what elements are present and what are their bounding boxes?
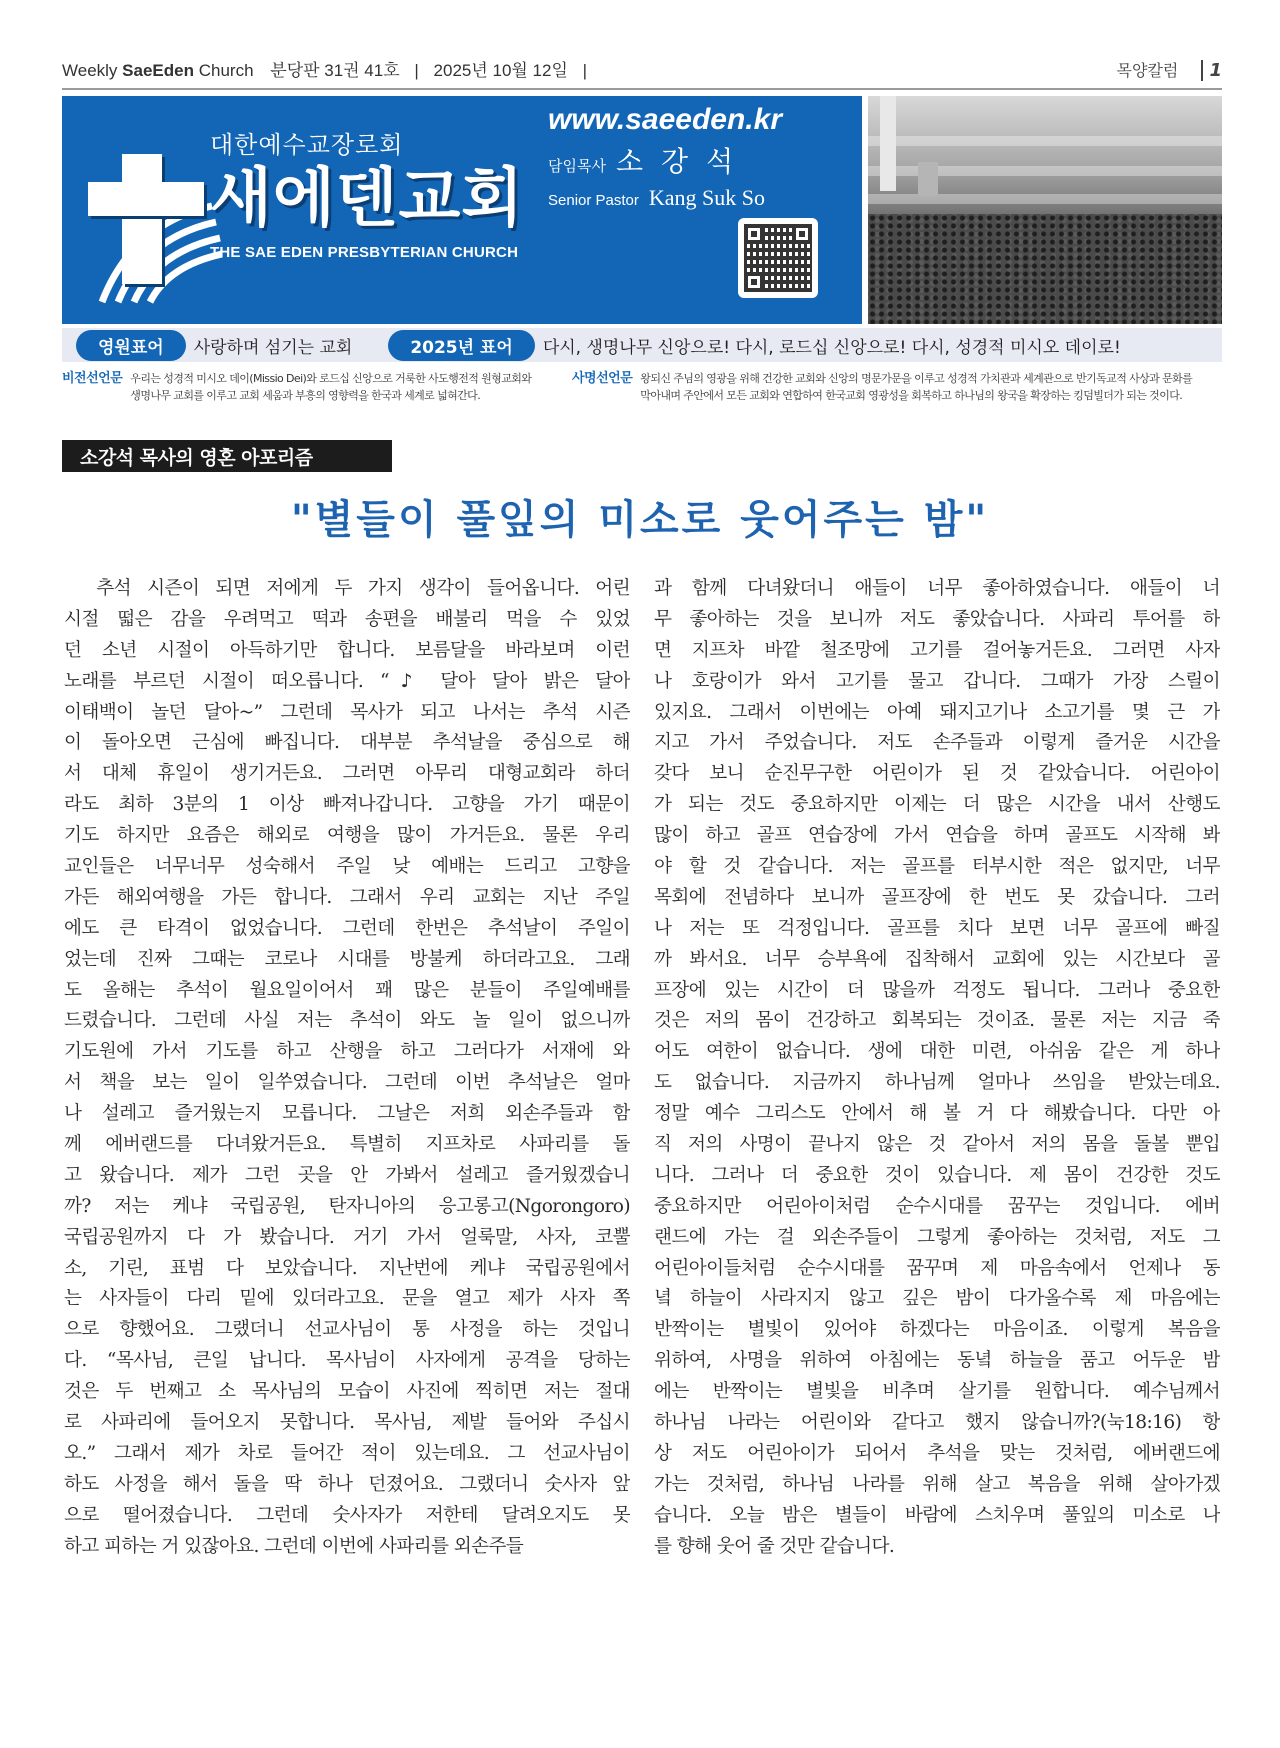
article-line: 교인들은 너무너무 성숙해서 주일 낮 예배는 드리고 고향을 bbox=[64, 856, 630, 878]
church-name-english: THE SAE EDEN PRESBYTERIAN CHURCH bbox=[210, 244, 519, 261]
running-header bbox=[62, 52, 1222, 90]
photo-crowd bbox=[868, 214, 1222, 324]
vision-statement bbox=[62, 370, 562, 404]
pastor-label-ko: 담임목사 bbox=[548, 157, 606, 175]
eternal-motto-label: 영원표어 bbox=[76, 330, 186, 361]
article-line: 것은 저의 몸이 건강하고 회복되는 것이죠. 물론 저는 지금 죽 bbox=[654, 1010, 1220, 1032]
article-line: 드렸습니다. 그런데 사실 저는 추석이 와도 놀 일이 없으니까 bbox=[64, 1010, 630, 1032]
article-line: 라도 최하 3분의 1 이상 빠져나갑니다. 고향을 가기 때문이 bbox=[64, 794, 630, 816]
article-line: 오.” 그래서 제가 차로 들어간 적이 있는데요. 그 선교사님이 bbox=[64, 1442, 630, 1464]
article-line: 녘 하늘이 사라지지 않고 깊은 밤이 다가올수록 제 마음에는 bbox=[654, 1288, 1220, 1310]
mission-line: 왕되신 주님의 영광을 위해 건강한 교회와 신앙의 명문가문을 이루고 성경적 가치관과 세계관으로 반기독교적 사상과 문화를 bbox=[640, 372, 1193, 385]
church-logo-text bbox=[210, 130, 530, 264]
publication-brand: SaeEden bbox=[122, 61, 194, 80]
article-column-right bbox=[654, 574, 1220, 1563]
article-line: 다. “목사님, 큰일 납니다. 목사님이 사자에게 공격을 당하는 bbox=[64, 1350, 630, 1372]
article-line: 갖다 보니 순진무구한 어린이가 된 것 같았습니다. 어린아이 bbox=[654, 763, 1220, 785]
article-line: 어린아이들처럼 순수시대를 꿈꾸며 제 마음속에서 언제나 동 bbox=[654, 1257, 1220, 1279]
article-line: 있지요. 그래서 이번에는 아예 돼지고기나 소고기를 몇 근 가 bbox=[654, 701, 1220, 723]
article-line: 가 되는 것도 중요하지만 이제는 더 많은 시간을 내서 산행도 bbox=[654, 794, 1220, 816]
article-line: 프장에 있는 시간이 더 많을까 걱정도 됩니다. 그러나 중요한 bbox=[654, 979, 1220, 1001]
article-line: 이태백이 놀던 달아~” 그런데 목사가 되고 나서는 추석 시즌 bbox=[64, 701, 630, 723]
article-line: 것은 두 번째고 소 목사님의 모습이 사진에 찍히면 저는 절대 bbox=[64, 1381, 630, 1403]
congregation-photo bbox=[868, 96, 1222, 324]
cross-icon-bar bbox=[88, 182, 204, 216]
qr-finder-icon bbox=[792, 224, 812, 244]
section-info bbox=[1117, 58, 1222, 81]
article-line: 위하여, 사명을 위하여 아침에는 동녘 하늘을 품고 어두운 밤 bbox=[654, 1350, 1220, 1372]
article-line: 에는 반짝이는 별빛을 비추며 살기를 원합니다. 예수님께서 bbox=[654, 1381, 1220, 1403]
article-line: 기도 하지만 요즘은 해외로 여행을 많이 가거든요. 물론 우리 bbox=[64, 825, 630, 847]
article-line: 국립공원까지 다 가 봤습니다. 거기 가서 얼룩말, 사자, 코뿔 bbox=[64, 1226, 630, 1248]
motto-bar bbox=[62, 328, 1222, 362]
article-line: 정말 예수 그리스도 안에서 해 볼 거 다 해봤습니다. 다만 아 bbox=[654, 1103, 1220, 1125]
article-line: 하나님 나라는 어린이와 같다고 했지 않습니까?(눅18:16) 항 bbox=[654, 1412, 1220, 1434]
vision-line: 우리는 성경적 미시오 데이(Missio Dei)와 로드십 신앙으로 거룩한 사도행전적 원형교회와 bbox=[130, 372, 532, 385]
pastor-ko-row bbox=[548, 144, 751, 180]
vision-label: 비전선언문 bbox=[62, 371, 123, 386]
publication-prefix: Weekly bbox=[62, 61, 118, 80]
article-line: 하도 사정을 해서 돌을 딱 하나 던졌어요. 그랬더니 숫사자 앞 bbox=[64, 1473, 630, 1495]
article-line: 직 저의 사명이 끝나지 않은 것 같아서 저의 몸을 돌볼 뿐입 bbox=[654, 1134, 1220, 1156]
qr-code-icon[interactable] bbox=[738, 218, 818, 298]
mission-statement bbox=[572, 370, 1222, 404]
article-line: 지고 가서 주었습니다. 저도 손주들과 이렇게 즐거운 시간을 bbox=[654, 732, 1220, 754]
article-line: 기도원에 가서 기도를 하고 산행을 하고 그러다가 서재에 와 bbox=[64, 1041, 630, 1063]
masthead-banner bbox=[62, 96, 862, 324]
mission-label: 사명선언문 bbox=[572, 371, 633, 386]
article-line: 서 책을 보는 일이 일쑤였습니다. 그런데 이번 추석날은 얼마 bbox=[64, 1072, 630, 1094]
article-line: 으로 떨어졌습니다. 그런데 숫사자가 저한테 달려오지도 못 bbox=[64, 1504, 630, 1526]
website-link[interactable]: www.saeeden.kr bbox=[548, 103, 782, 136]
article-line: 목회에 전념하다 보니까 골프장에 한 번도 못 갔습니다. 그러 bbox=[654, 886, 1220, 908]
article-line: 도 없습니다. 지금까지 하나님께 얼마나 쓰임을 받았는데요. bbox=[654, 1072, 1220, 1094]
article-line: 상 저도 어린아이가 되어서 추석을 맞는 것처럼, 에버랜드에 bbox=[654, 1442, 1220, 1464]
section-name: 목양칼럼 bbox=[1116, 61, 1179, 80]
pastor-name-ko: 소강석 bbox=[615, 145, 752, 178]
separator: | bbox=[414, 61, 419, 80]
article-title: "별들이 풀잎의 미소로 웃어주는 밤" bbox=[290, 497, 990, 543]
article-line: 소, 기린, 표범 다 보았습니다. 지난번에 케냐 국립공원에서 bbox=[64, 1257, 630, 1279]
article-line: 하고 피하는 거 있잖아요. 그런데 이번에 사파리를 외손주들 bbox=[64, 1535, 524, 1557]
issue-number: 분당판 31권 41호 bbox=[270, 61, 400, 80]
article-line: 니다. 그러나 더 중요한 것이 있습니다. 제 몸이 건강한 것도 bbox=[654, 1164, 1220, 1186]
denomination: 대한예수교장로회 bbox=[210, 131, 404, 159]
article-line: 추석 시즌이 되면 저에게 두 가지 생각이 들어옵니다. 어린 bbox=[64, 578, 630, 599]
article-line: 께 에버랜드를 다녀왔거든요. 특별히 지프차로 사파리를 돌 bbox=[64, 1134, 630, 1156]
article-line: 로 사파리에 들어오지 못합니다. 목사님, 제발 들어와 주십시 bbox=[64, 1412, 630, 1434]
article-line: 중요하지만 어린아이처럼 순수시대를 꿈꾸는 것입니다. 에버 bbox=[654, 1195, 1220, 1217]
article-line: 고 왔습니다. 제가 그런 곳을 안 가봐서 설레고 즐거웠겠습니 bbox=[64, 1164, 630, 1186]
eternal-motto-text: 사랑하며 섬기는 교회 bbox=[193, 337, 353, 358]
article-line: 과 함께 다녀왔더니 애들이 너무 좋아하였습니다. 애들이 너 bbox=[654, 578, 1220, 599]
page-number: 1 bbox=[1201, 60, 1222, 81]
pastor-name-en: Kang Suk So bbox=[648, 185, 766, 210]
article-line: 으로 향했어요. 그랬더니 선교사님이 통 사정을 하는 것입니 bbox=[64, 1319, 630, 1341]
pastor-label-en: Senior Pastor bbox=[548, 192, 639, 209]
separator: | bbox=[582, 61, 588, 80]
masthead bbox=[62, 96, 1222, 326]
article-line: 가든 해외여행을 가든 합니다. 그래서 우리 교회는 지난 주일 bbox=[64, 886, 630, 908]
article-column-left bbox=[64, 574, 630, 1563]
qr-code-pattern bbox=[744, 224, 812, 292]
article-line: 나 호랑이가 와서 고기를 물고 갑니다. 그때가 가장 스릴이 bbox=[654, 670, 1220, 692]
column-section-tag: 소강석 목사의 영혼 아포리즘 bbox=[62, 440, 392, 472]
qr-finder-icon bbox=[744, 272, 764, 292]
article-line: 서 대체 휴일이 생기거든요. 그러면 아무리 대형교회라 하더 bbox=[64, 763, 630, 785]
article-line: 나 저는 또 걱정입니다. 골프를 치다 보면 너무 골프에 빠질 bbox=[654, 917, 1220, 939]
article-line: 도 올해는 추석이 월요일이어서 꽤 많은 분들이 주일예배를 bbox=[64, 979, 630, 1001]
article-line: 가는 것처럼, 하나님 나라를 위해 살고 복음을 위해 살아가겠 bbox=[654, 1473, 1220, 1495]
article-line: 를 향해 웃어 줄 것만 같습니다. bbox=[654, 1535, 895, 1557]
article-line: 많이 하고 골프 연습장에 가서 연습을 하며 골프도 시작해 봐 bbox=[654, 825, 1220, 847]
article-line: 노래를 부르던 시절이 떠오릅니다. “♪ 달아 달아 밝은 달아 bbox=[64, 670, 630, 692]
article-line: 랜드에 가는 걸 외손주들이 그렇게 좋아하는 것처럼, 저도 그 bbox=[654, 1226, 1220, 1248]
issue-date: 2025년 10월 12일 bbox=[433, 61, 568, 80]
vision-line: 생명나무 교회를 이루고 교회 세움과 부흥의 영향력을 한국과 세계로 넓혀간다. bbox=[130, 389, 481, 402]
church-info bbox=[548, 100, 848, 298]
vision-body bbox=[130, 370, 562, 404]
article-line: 반짝이는 별빛이 있어야 하겠다는 마음이죠. 이렇게 복음을 bbox=[654, 1319, 1220, 1341]
article-line: 나 설레고 즐거웠는지 모릅니다. 그날은 저희 외손주들과 함 bbox=[64, 1103, 630, 1125]
article-line: 습니다. 오늘 밤은 별들이 바람에 스치우며 풀잎의 미소로 나 bbox=[654, 1504, 1220, 1526]
article-line: 까 봐서요. 너무 승부욕에 집착해서 교회에 있는 시간보다 골 bbox=[654, 948, 1220, 970]
photo-balcony bbox=[868, 136, 1222, 146]
mission-body bbox=[640, 370, 1222, 404]
article-line: 는 사자들이 다리 밑에 있더라고요. 문을 열고 제가 사자 쪽 bbox=[64, 1288, 630, 1310]
article-line: 야 할 것 같습니다. 저는 골프를 터부시한 적은 없지만, 너무 bbox=[654, 856, 1220, 878]
article-line: 에도 큰 타격이 없었습니다. 그런데 한번은 추석날이 주일이 bbox=[64, 917, 630, 939]
photo-banner bbox=[880, 96, 896, 191]
article-line: 었는데 진짜 그때는 코로나 시대를 방불케 하더라고요. 그래 bbox=[64, 948, 630, 970]
qr-finder-icon bbox=[744, 224, 764, 244]
article-line: 무 좋아하는 것을 보니까 저도 좋았습니다. 사파리 투어를 하 bbox=[654, 608, 1220, 630]
publication-suffix: Church bbox=[198, 61, 254, 80]
article-line: 이 돌아오면 근심에 빠집니다. 대부분 추석날을 중심으로 해 bbox=[64, 732, 630, 754]
cross-icon bbox=[122, 154, 162, 284]
church-name-logo: 새에덴교회 bbox=[210, 162, 525, 236]
article-line: 시절 떫은 감을 우려먹고 떡과 송편을 배불리 먹을 수 있었 bbox=[64, 608, 630, 630]
article-line: 던 소년 시절이 아득하기만 합니다. 보름달을 바라보며 이런 bbox=[64, 639, 630, 661]
mission-line: 막아내며 주안에서 모든 교회와 연합하여 한국교회 영광성을 회복하고 하나님의 왕국을 확장하는 킹덤빌더가 되는 것이다. bbox=[640, 389, 1183, 402]
article-line: 면 지프차 바깥 철조망에 고기를 걸어놓거든요. 그러면 사자 bbox=[654, 639, 1220, 661]
publication-info bbox=[62, 56, 597, 81]
pastor-en-row bbox=[548, 184, 765, 212]
photo-screen bbox=[918, 162, 938, 196]
article-line: 까? 저는 케냐 국립공원, 탄자니아의 응고롱고(Ngorongoro) bbox=[64, 1195, 630, 1217]
year-motto-text: 다시, 생명나무 신앙으로! 다시, 로드십 신앙으로! 다시, 성경적 미시오 데이로! bbox=[542, 337, 1121, 358]
article-line: 어도 여한이 없습니다. 생에 대한 미련, 아쉬움 같은 게 하나 bbox=[654, 1041, 1220, 1063]
year-motto-label: 2025년 표어 bbox=[388, 330, 535, 361]
